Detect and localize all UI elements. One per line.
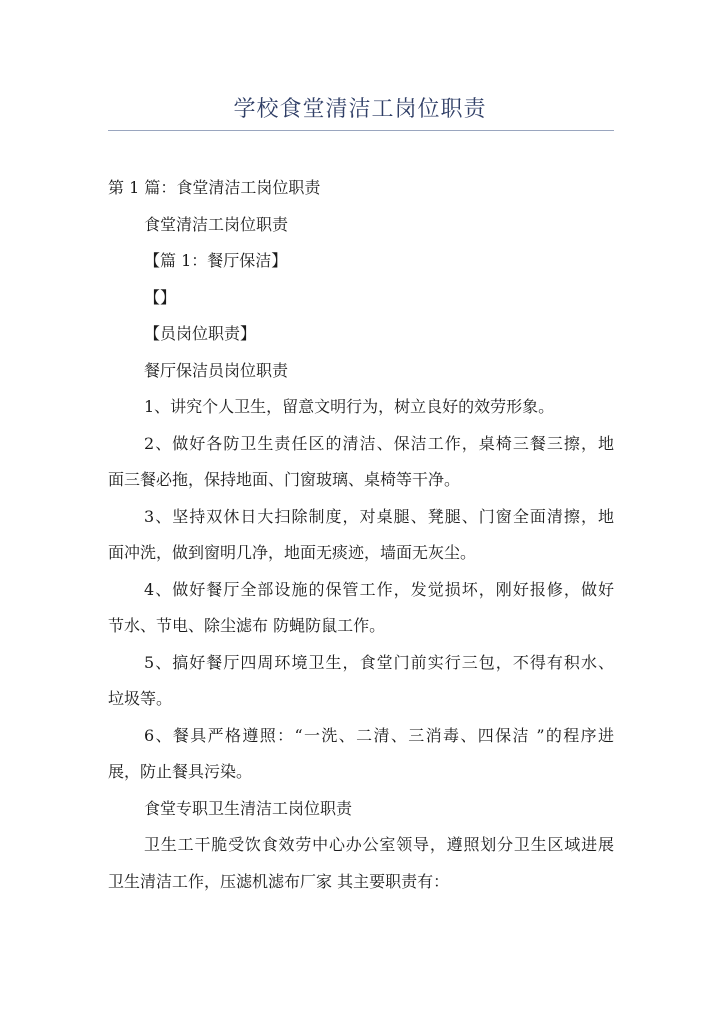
paragraph-line: 1、讲究个人卫生，留意文明行为，树立良好的效劳形象。 [144,397,555,416]
paragraph-line: 垃圾等。 [108,689,173,708]
paragraph-line: 面冲洗，做到窗明几净，地面无痰迹，墙面无灰尘。 [108,543,477,562]
paragraph-line: 2、做好各防卫生责任区的清洁、保洁工作，桌椅三餐三擦，地 [144,433,614,453]
paragraph-line: 节水、节电、除尘滤布 防蝇防鼠工作。 [108,616,386,635]
paragraph-line: 食堂专职卫生清洁工岗位职责 [144,798,353,818]
paragraph-line: 5、搞好餐厅四周环境卫生，食堂门前实行三包，不得有积水、 [144,652,614,672]
paragraph-line: 卫生工干脆受饮食效劳中心办公室领导，遵照划分卫生区域进展 [144,835,614,854]
paragraph-line: 3、坚持双休日大扫除制度，对桌腿、凳腿、门窗全面清擦，地 [144,506,614,526]
paragraph-line: 食堂清洁工岗位职责 [144,214,289,234]
section-heading: 第 1 篇：食堂清洁工岗位职责 [108,178,321,197]
paragraph-line: 【】 [144,287,177,307]
paragraph-line: 6、餐具严格遵照：“一洗、二清、三消毒、四保洁 ”的程序进 [144,725,614,745]
document-title: 学校食堂清洁工岗位职责 [233,97,487,122]
document-body [108,170,614,900]
paragraph-line: 展，防止餐具污染。 [108,762,253,781]
paragraph-line: 【员岗位职责】 [144,324,257,343]
paragraph-line: 卫生清洁工作，压滤机滤布厂家 其主要职责有： [108,871,450,891]
paragraph-line: 餐厅保洁员岗位职责 [144,360,289,380]
paragraph-line: 面三餐必拖，保持地面、门窗玻璃、桌椅等干净。 [108,470,461,489]
paragraph-line: 【篇 1：餐厅保洁】 [144,251,288,270]
paragraph-line: 4、做好餐厅全部设施的保管工作，发觉损坏，刚好报修，做好 [144,579,614,599]
title-divider [108,130,614,131]
